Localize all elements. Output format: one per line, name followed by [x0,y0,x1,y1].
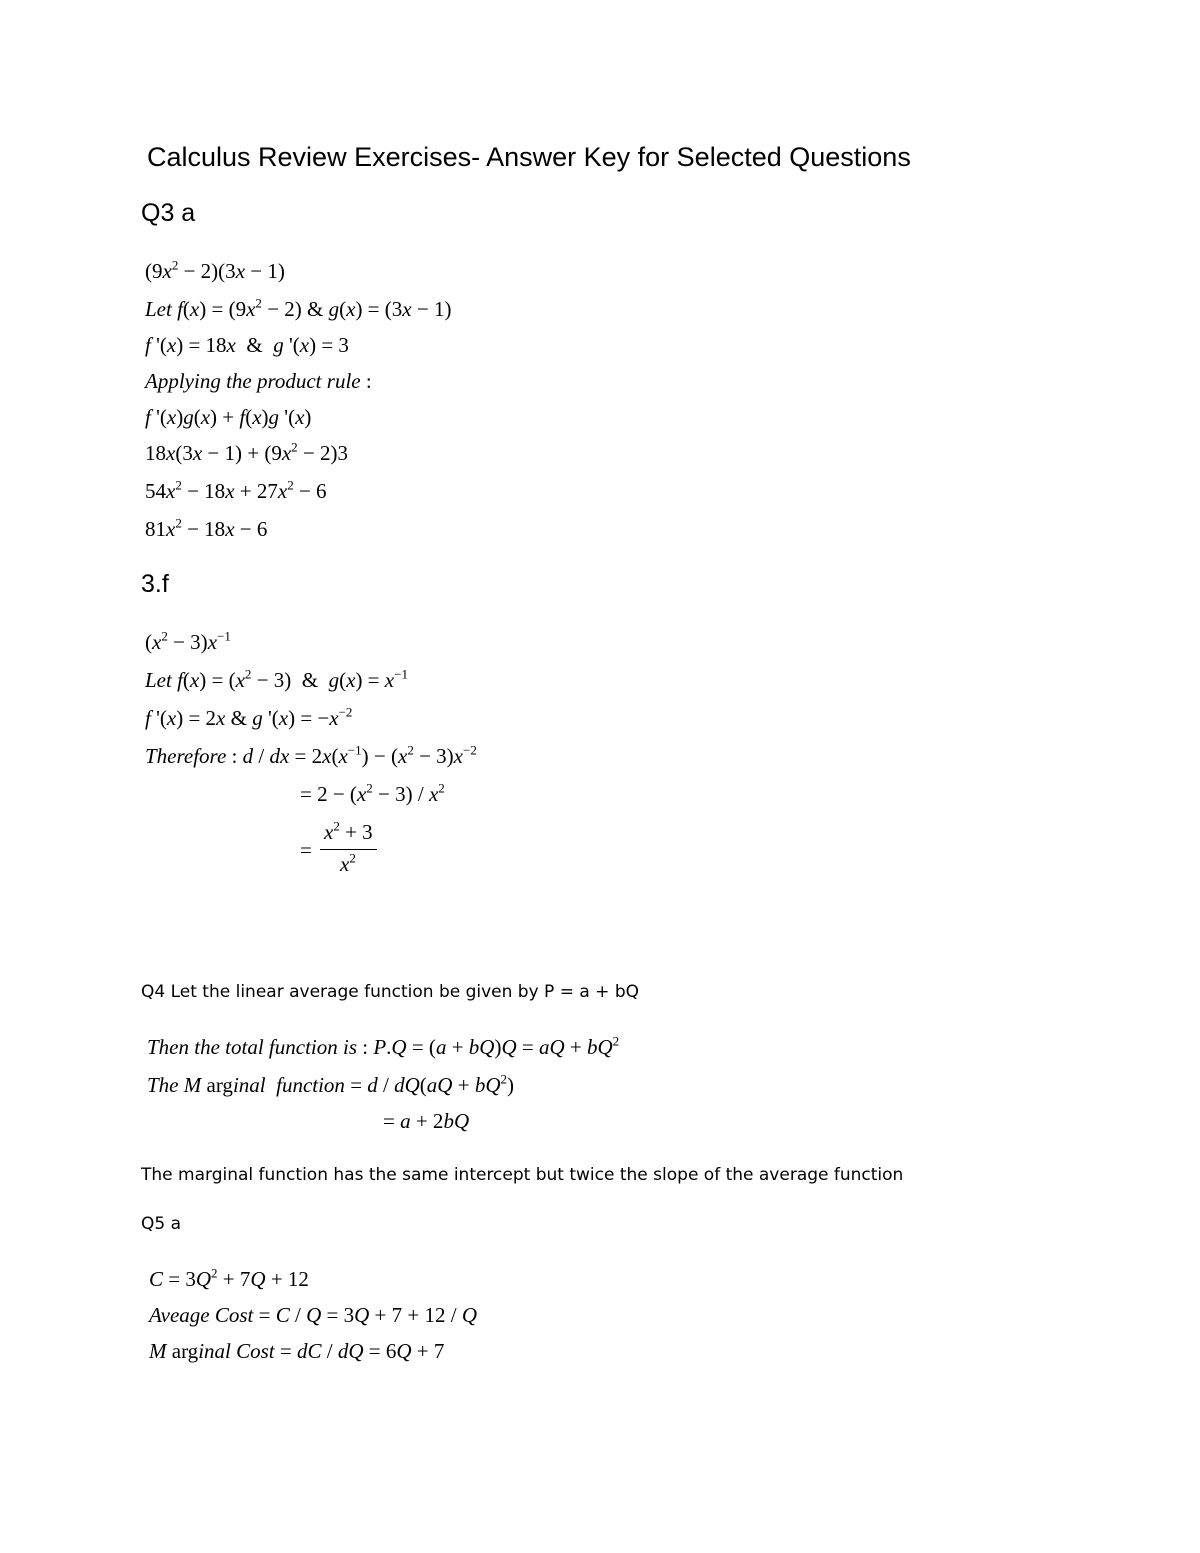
q3a-line-7: $54x^2 - 18x + 27x^2 - 6$ [145,477,327,503]
q3f-line-3: f '(x) = 2x & g '$(x) = -x^{-2}$ [145,704,353,730]
q3a-line-5: f '(x)g(x) + f(x)g '(x) [145,405,312,429]
q4-line-2: The M arginal function = $d / dQ(aQ + bQ^2)$ [147,1071,514,1097]
page-title: Calculus Review Exercises- Answer Key for Selected Questions [147,142,911,172]
fraction-numerator: $x^2 + 3$ [324,818,373,844]
q5a-line-1: $C = 3Q^2 + 7Q + 12$ [149,1265,309,1291]
q3a-line-1: $(9x^2 - 2)(3x - 1)$ [145,257,285,283]
q4-line-3: = a + 2bQ [383,1109,470,1133]
q3f-line-5: = $2 - (x^2 - 3) / x^2$ [300,780,445,806]
q3a-line-3: f '(x) = 18x & g '(x) = 3 [145,333,349,357]
q3f-line-2: Let $f(x) = (x^2 - 3)$ & $g(x) = x^{-1}$ [145,666,408,692]
q3a-line-4: Applying the product rule : [145,369,372,393]
q3a-line-6: $18x(3x - 1) + (9x^2 - 2)3$ [145,439,349,465]
q4-line-1: Then the total function is : P.Q = (a + bQ)Q = aQ + $bQ^2$ [147,1033,620,1059]
q4-intro: Q4 Let the linear average function be given by P = a + bQ [141,982,640,1002]
q3a-line-8: $81x^2 - 18x - 6$ [145,515,268,541]
fraction-denominator: $x^2$ [340,850,356,876]
q3f-line-4: Therefore : d / dx = $2x(x^{-1}) - (x^2 - 3)x^{-2}$ [145,742,477,768]
q3f-heading: 3.f [141,570,169,598]
q5a-line-2: Aveage Cost = C / Q = 3Q + 7 + 12 / Q [149,1303,477,1327]
q3a-line-2: Let $f(x) = (9x^2 - 2)$ & g(x) = (3x − 1) [145,295,452,321]
q3f-line-1: $(x^2 - 3)x^{-1}$ [145,628,231,654]
q3a-heading: Q3 a [141,199,196,227]
q5a-heading: Q5 a [141,1214,182,1234]
fraction-equals: = [300,838,312,862]
q5a-line-3: M arginal Cost = dC / dQ = 6Q + 7 [149,1339,445,1363]
q4-conclusion: The marginal function has the same intercept but twice the slope of the average function [141,1165,904,1185]
